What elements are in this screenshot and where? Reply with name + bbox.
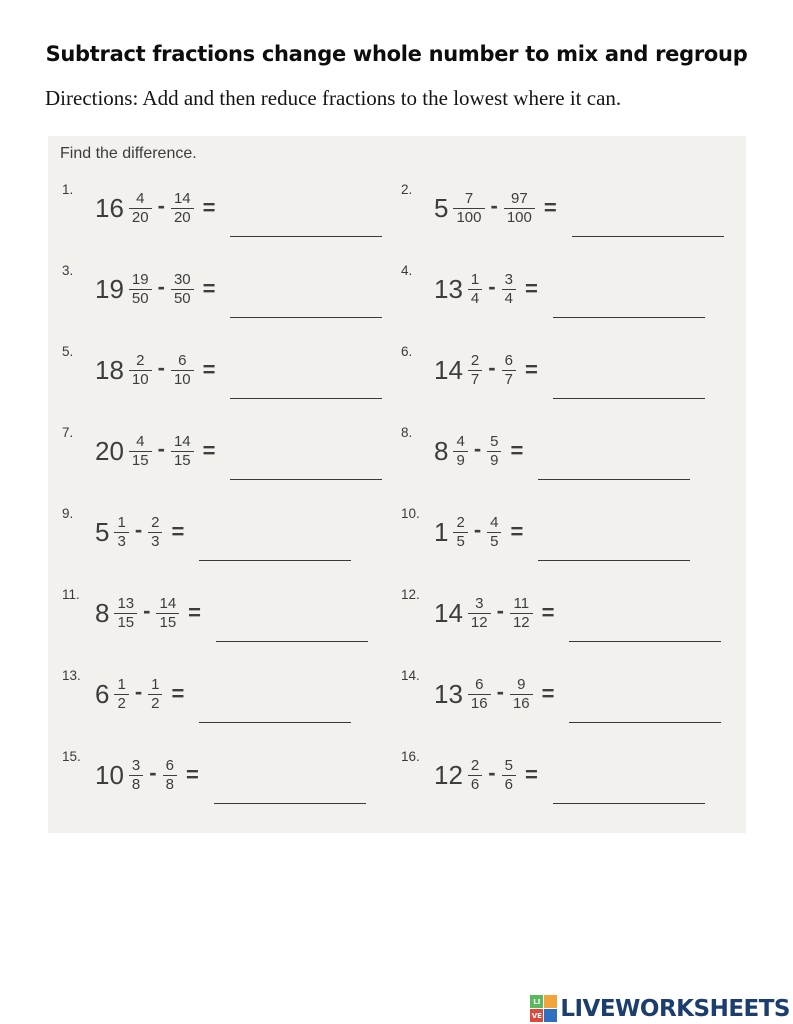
problem-number: 3.: [62, 263, 74, 278]
minus-sign: -: [488, 355, 496, 380]
minus-sign: -: [496, 679, 504, 704]
fraction-numerator: 4: [456, 432, 465, 450]
equals-sign: =: [171, 681, 185, 706]
liveworksheets-logo[interactable]: [530, 995, 790, 1022]
problem-number: 2.: [401, 182, 413, 197]
fraction-denominator: 7: [468, 370, 482, 388]
fraction-denominator: 10: [171, 370, 194, 388]
whole-number: 10: [95, 759, 124, 790]
problem-number: 5.: [62, 344, 74, 359]
problem-number: 7.: [62, 425, 74, 440]
fraction-subtrahend: [504, 191, 535, 226]
fraction-denominator: 12: [510, 613, 533, 631]
fraction-subtrahend: [163, 758, 177, 793]
fraction-denominator: 8: [129, 775, 143, 793]
answer-blank[interactable]: [230, 469, 382, 480]
fraction-numerator: 3: [504, 270, 513, 288]
page-title: Subtract fractions change whole number to mix and regroup: [45, 42, 748, 66]
brand-name: LIVEWORKSHEETS: [560, 995, 790, 1022]
fraction-minuend: [453, 191, 484, 226]
problem: [62, 500, 401, 564]
whole-number: 13: [434, 678, 463, 709]
fraction-denominator: 9: [487, 451, 501, 469]
problem: [62, 743, 401, 807]
fraction-denominator: 2: [148, 694, 162, 712]
fraction-denominator: 3: [148, 532, 162, 550]
fraction-subtrahend: [148, 515, 162, 550]
whole-number: 8: [434, 435, 449, 466]
problem: [401, 338, 740, 402]
fraction-denominator: 6: [468, 775, 482, 793]
fraction-denominator: 100: [504, 208, 535, 226]
problem-number: 1.: [62, 182, 74, 197]
equals-sign: =: [524, 762, 538, 787]
fraction-denominator: 15: [129, 451, 152, 469]
problem-number: 12.: [401, 587, 420, 602]
minus-sign: -: [488, 760, 496, 785]
answer-blank[interactable]: [230, 226, 382, 237]
fraction-minuend: [129, 191, 152, 226]
fraction-subtrahend: [510, 596, 533, 631]
logo-square: LI: [530, 995, 543, 1008]
fraction-denominator: 15: [114, 613, 137, 631]
fraction-minuend: [453, 515, 467, 550]
fraction-numerator: 5: [504, 756, 513, 774]
fraction-numerator: 97: [511, 189, 528, 207]
problem-number: 6.: [401, 344, 413, 359]
fraction-denominator: 20: [129, 208, 152, 226]
fraction-denominator: 6: [502, 775, 516, 793]
fraction-denominator: 8: [163, 775, 177, 793]
fraction-subtrahend: [487, 434, 501, 469]
fraction-denominator: 12: [468, 613, 491, 631]
fraction-minuend: [453, 434, 467, 469]
directions-text: Directions: Add and then reduce fractions to the lowest where it can.: [45, 86, 622, 110]
problem: [401, 419, 740, 483]
problem-number: 9.: [62, 506, 74, 521]
fraction-numerator: 6: [475, 675, 484, 693]
equals-sign: =: [202, 276, 216, 301]
minus-sign: -: [473, 517, 482, 542]
problem: [62, 662, 401, 726]
fraction-numerator: 13: [117, 594, 135, 612]
fraction-numerator: 6: [504, 351, 513, 369]
problem-number: 8.: [401, 425, 413, 440]
problem: [62, 338, 401, 402]
fraction-numerator: 14: [159, 594, 177, 612]
problem: [62, 257, 401, 321]
equals-sign: =: [171, 519, 185, 544]
answer-blank[interactable]: [569, 712, 721, 723]
fraction-denominator: 10: [129, 370, 152, 388]
minus-sign: -: [134, 517, 143, 542]
fraction-numerator: 30: [173, 270, 191, 288]
problem: [62, 581, 401, 645]
minus-sign: -: [488, 274, 496, 299]
problem-number: 11.: [62, 587, 80, 602]
minus-sign: -: [134, 679, 143, 704]
minus-sign: -: [473, 436, 482, 461]
fraction-subtrahend: [156, 596, 179, 631]
whole-number: 5: [95, 516, 110, 547]
fraction-numerator: 4: [136, 189, 145, 207]
fraction-subtrahend: [171, 434, 194, 469]
whole-number: 18: [95, 354, 124, 385]
problem-number: 4.: [401, 263, 413, 278]
fraction-minuend: [468, 758, 482, 793]
fraction-subtrahend: [502, 758, 516, 793]
fraction-minuend: [468, 596, 491, 631]
answer-blank[interactable]: [214, 793, 366, 804]
liveworksheets-logo-icon: [530, 995, 557, 1022]
equals-sign: =: [510, 438, 524, 463]
minus-sign: -: [157, 355, 165, 380]
whole-number: 6: [95, 678, 110, 709]
fraction-minuend: [114, 596, 137, 631]
fraction-numerator: 3: [131, 756, 141, 774]
whole-number: 8: [95, 597, 110, 628]
fraction-denominator: 100: [453, 208, 484, 226]
equals-sign: =: [202, 357, 216, 382]
fraction-denominator: 3: [114, 532, 128, 550]
fraction-denominator: 15: [171, 451, 194, 469]
fraction-denominator: 16: [468, 694, 491, 712]
fraction-numerator: 14: [173, 432, 191, 450]
fraction-numerator: 14: [173, 189, 191, 207]
problem: [62, 176, 401, 240]
equals-sign: =: [543, 195, 557, 220]
fraction-subtrahend: [510, 677, 533, 712]
fraction-numerator: 7: [464, 189, 474, 207]
answer-blank[interactable]: [553, 793, 705, 804]
fraction-numerator: 2: [136, 351, 145, 369]
whole-number: 16: [95, 192, 124, 223]
fraction-numerator: 4: [490, 513, 499, 531]
whole-number: 14: [434, 597, 463, 628]
problem-number: 16.: [401, 749, 420, 764]
problem-number: 13.: [62, 668, 81, 683]
answer-blank[interactable]: [553, 388, 705, 399]
logo-square: VE: [530, 1009, 543, 1022]
equals-sign: =: [541, 600, 555, 625]
minus-sign: -: [496, 598, 504, 623]
fraction-denominator: 7: [502, 370, 516, 388]
equals-sign: =: [510, 519, 524, 544]
minus-sign: -: [157, 436, 165, 461]
problem-number: 15.: [62, 749, 81, 764]
fraction-numerator: 1: [117, 675, 126, 693]
worksheet-heading: Find the difference.: [60, 145, 197, 162]
whole-number: 5: [434, 192, 449, 223]
fraction-subtrahend: [171, 191, 194, 226]
equals-sign: =: [524, 276, 538, 301]
whole-number: 1: [434, 516, 449, 547]
equals-sign: =: [188, 600, 202, 625]
whole-number: 14: [434, 354, 463, 385]
fraction-numerator: 11: [513, 594, 530, 612]
fraction-denominator: 4: [502, 289, 516, 307]
fraction-denominator: 9: [453, 451, 467, 469]
fraction-numerator: 1: [470, 270, 480, 288]
fraction-minuend: [129, 758, 143, 793]
fraction-denominator: 50: [129, 289, 152, 307]
minus-sign: -: [157, 193, 165, 218]
whole-number: 12: [434, 759, 463, 790]
fraction-denominator: 15: [156, 613, 179, 631]
answer-blank[interactable]: [216, 631, 368, 642]
equals-sign: =: [541, 681, 555, 706]
fraction-subtrahend: [171, 272, 194, 307]
problem: [401, 743, 740, 807]
problem: [401, 581, 740, 645]
fraction-subtrahend: [502, 272, 516, 307]
answer-blank[interactable]: [538, 550, 690, 561]
answer-blank[interactable]: [572, 226, 724, 237]
fraction-numerator: 2: [151, 513, 160, 531]
problem-number: 14.: [401, 668, 420, 683]
fraction-minuend: [468, 353, 482, 388]
equals-sign: =: [202, 195, 216, 220]
fraction-denominator: 4: [468, 289, 482, 307]
problem: [62, 419, 401, 483]
equals-sign: =: [185, 762, 199, 787]
fraction-denominator: 5: [487, 532, 501, 550]
fraction-numerator: 5: [490, 432, 499, 450]
fraction-minuend: [129, 353, 152, 388]
answer-blank[interactable]: [230, 388, 382, 399]
problem: [401, 176, 740, 240]
logo-square: [544, 995, 557, 1008]
fraction-numerator: 4: [136, 432, 145, 450]
fraction-minuend: [468, 677, 491, 712]
answer-blank[interactable]: [569, 631, 721, 642]
fraction-subtrahend: [171, 353, 194, 388]
fraction-numerator: 9: [517, 675, 526, 693]
fraction-subtrahend: [502, 353, 516, 388]
minus-sign: -: [157, 274, 165, 299]
problem: [401, 662, 740, 726]
fraction-denominator: 20: [171, 208, 194, 226]
fraction-denominator: 5: [453, 532, 467, 550]
fraction-denominator: 2: [114, 694, 128, 712]
fraction-minuend: [129, 272, 152, 307]
problems-grid: [62, 176, 740, 807]
fraction-minuend: [114, 677, 128, 712]
fraction-numerator: 2: [470, 756, 480, 774]
answer-blank[interactable]: [199, 712, 351, 723]
fraction-numerator: 6: [165, 756, 174, 774]
fraction-denominator: 16: [510, 694, 533, 712]
answer-blank[interactable]: [199, 550, 351, 561]
answer-blank[interactable]: [553, 307, 705, 318]
problem: [401, 257, 740, 321]
problem: [401, 500, 740, 564]
minus-sign: -: [143, 598, 151, 623]
fraction-subtrahend: [487, 515, 501, 550]
equals-sign: =: [202, 438, 216, 463]
fraction-minuend: [129, 434, 152, 469]
fraction-numerator: 3: [475, 594, 484, 612]
whole-number: 20: [95, 435, 124, 466]
fraction-minuend: [468, 272, 482, 307]
logo-square: [544, 1009, 557, 1022]
whole-number: 13: [434, 273, 463, 304]
minus-sign: -: [149, 760, 157, 785]
fraction-numerator: 19: [131, 270, 149, 288]
fraction-numerator: 2: [456, 513, 465, 531]
problem-number: 10.: [401, 506, 420, 521]
worksheet-area: [48, 136, 746, 833]
fraction-minuend: [114, 515, 128, 550]
fraction-numerator: 1: [151, 675, 160, 693]
fraction-numerator: 2: [470, 351, 480, 369]
fraction-subtrahend: [148, 677, 162, 712]
minus-sign: -: [490, 193, 498, 218]
answer-blank[interactable]: [230, 307, 382, 318]
answer-blank[interactable]: [538, 469, 690, 480]
whole-number: 19: [95, 273, 124, 304]
equals-sign: =: [524, 357, 538, 382]
fraction-numerator: 1: [117, 513, 126, 531]
fraction-denominator: 50: [171, 289, 194, 307]
fraction-numerator: 6: [178, 351, 187, 369]
